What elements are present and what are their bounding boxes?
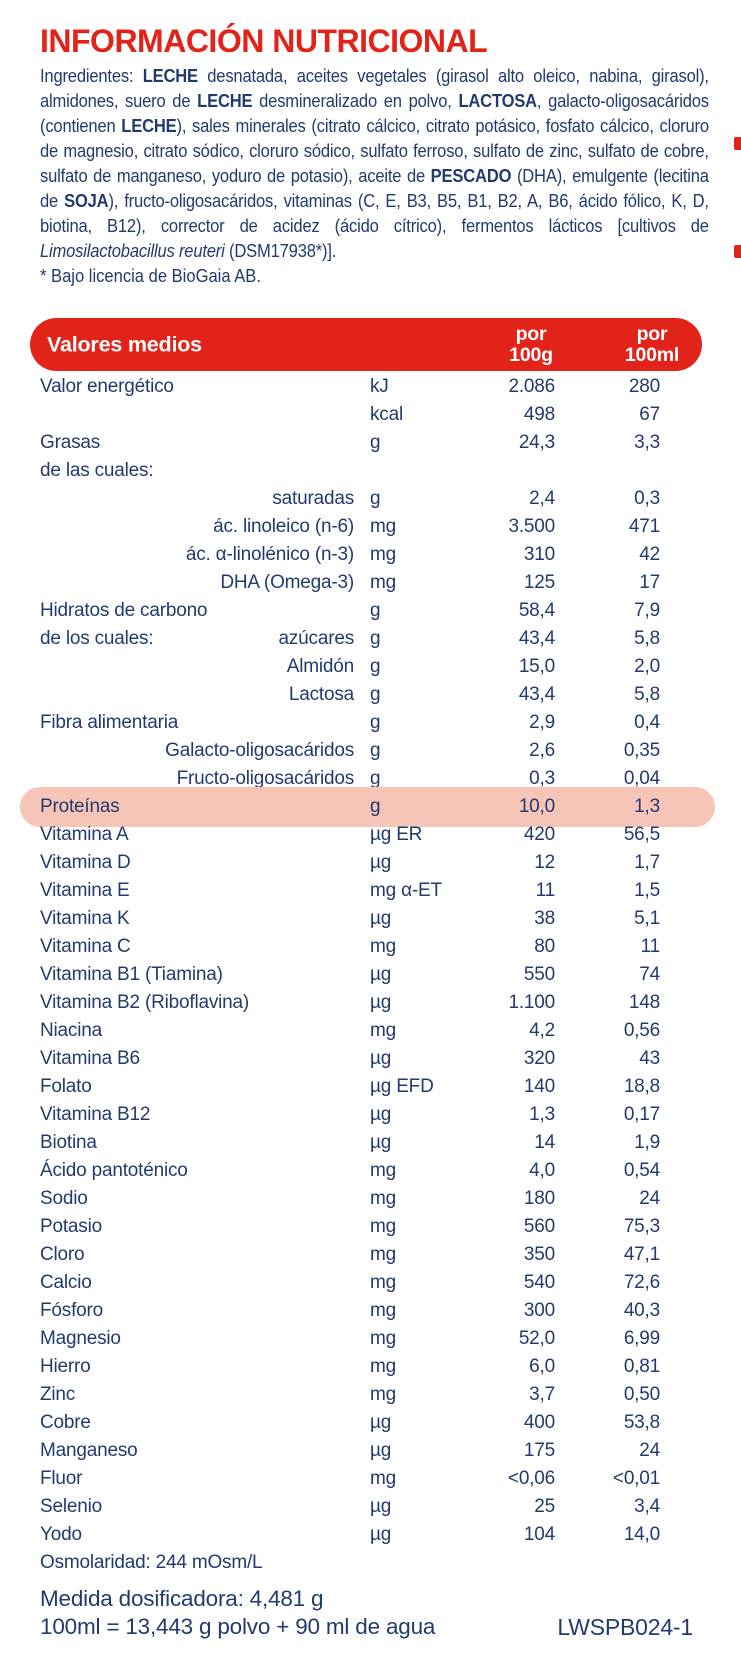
nutrient-name: Vitamina B1 (Tiamina) — [40, 964, 223, 985]
table-row — [40, 1437, 660, 1465]
ingredients-paragraph: Ingredientes: LECHE desnatada, aceites vegetales (girasol alto oleico, nabina, girasol), almidones, suero de LECHE desmineralizado en polvo, LACTOSA, galacto-oligosacáridos (contienen LECHE), sales minerales (citrato cálcico, citrato potásico, fosfato cálcico, cloruro de magnesio, citrato sódico, cloruro sódico, sulfato ferroso, sulfato de zinc, sulfato de cobre, sulfato de manganeso, yoduro de potasio), aceite de PESCADO (DHA), emulgente (lecitina de SOJA), fructo-oligosacáridos, vitaminas (C, E, B3, B5, B1, B2, A, B6, ácido fólico, K, D, biotina, B12), corrector de acidez (ácido cítrico), fermentos lácticos [cultivos de Limosilactobacillus reuteri (DSM17938*)]. — [40, 66, 709, 261]
nutrient-name: Folato — [40, 1076, 92, 1097]
table-row — [40, 1045, 660, 1073]
nutrient-unit: µg — [370, 1496, 392, 1517]
table-row — [40, 1185, 660, 1213]
nutrient-name: Fibra alimentaria — [40, 712, 179, 733]
value-per-100g: 43,4 — [518, 628, 555, 649]
value-per-100ml: 0,04 — [623, 768, 660, 789]
value-per-100g: 52,0 — [518, 1328, 555, 1349]
nutrient-unit: mg α-ET — [370, 880, 442, 901]
value-per-100g: 175 — [523, 1440, 555, 1461]
table-row — [40, 569, 660, 597]
nutrient-unit: kJ — [370, 376, 389, 397]
value-per-100g: 12 — [534, 852, 555, 873]
nutrient-unit: g — [370, 768, 381, 789]
table-row — [40, 1101, 660, 1129]
nutrient-unit: kcal — [370, 404, 403, 425]
table-row — [40, 1213, 660, 1241]
value-per-100g: 10,0 — [518, 796, 555, 817]
nutrient-unit: µg — [370, 992, 392, 1013]
table-row — [40, 877, 660, 905]
nutrient-name: Vitamina D — [40, 852, 131, 873]
footer-block — [40, 1585, 701, 1641]
table-row — [40, 653, 660, 681]
value-per-100g: 2,4 — [529, 488, 555, 509]
value-per-100ml: 67 — [639, 404, 660, 425]
nutrient-unit: g — [370, 432, 381, 453]
table-row — [40, 457, 660, 485]
nutrient-name: Potasio — [40, 1216, 102, 1237]
nutrient-unit: mg — [370, 1300, 396, 1321]
nutrient-name: Niacina — [40, 1020, 102, 1041]
value-per-100g: 125 — [523, 572, 555, 593]
table-row — [40, 849, 660, 877]
table-row-highlighted — [40, 793, 660, 821]
value-per-100g: 2.086 — [508, 376, 555, 397]
value-per-100ml: 24 — [639, 1440, 660, 1461]
table-row — [40, 1073, 660, 1101]
table-row — [40, 709, 660, 737]
table-row — [40, 625, 660, 653]
table-row — [40, 1493, 660, 1521]
nutrient-name: Fósforo — [40, 1300, 104, 1321]
print-mark — [734, 245, 741, 258]
value-per-100ml: 11 — [640, 936, 660, 957]
nutrient-name: Zinc — [40, 1384, 76, 1405]
nutrient-subname: Lactosa — [288, 684, 354, 705]
value-per-100g: 43,4 — [518, 684, 555, 705]
value-per-100ml: 24 — [639, 1188, 660, 1209]
table-row — [40, 737, 660, 765]
nutrient-unit: µg — [370, 1440, 392, 1461]
nutrient-unit: g — [370, 796, 381, 817]
nutrient-unit: g — [370, 684, 381, 705]
value-per-100ml: 0,50 — [623, 1384, 660, 1405]
value-per-100ml: 471 — [628, 516, 660, 537]
value-per-100g: 180 — [523, 1188, 555, 1209]
header-col-per-100g: por 100g — [509, 322, 553, 366]
nutrient-unit: mg — [370, 1188, 396, 1209]
dosing-scoop-line: Medida dosificadora: 4,481 g — [40, 1586, 324, 1611]
value-per-100ml: 43 — [639, 1048, 660, 1069]
table-row — [40, 905, 660, 933]
table-row — [40, 933, 660, 961]
value-per-100ml: <0,01 — [612, 1468, 660, 1489]
nutrient-unit: g — [370, 600, 381, 621]
table-row — [40, 1325, 660, 1353]
value-per-100ml: 1,9 — [634, 1132, 660, 1153]
nutrient-subname: Galacto-oligosacáridos — [165, 740, 354, 761]
value-per-100ml: 56,5 — [623, 824, 660, 845]
nutrient-unit: µg — [370, 1048, 392, 1069]
table-row — [40, 1017, 660, 1045]
header-col-per-100ml: por 100ml — [624, 322, 680, 366]
nutrient-unit: mg — [370, 544, 396, 565]
value-per-100ml: 75,3 — [623, 1216, 660, 1237]
nutrient-name: Grasas — [40, 432, 101, 453]
nutrient-unit: mg — [370, 1020, 396, 1041]
value-per-100g: 38 — [534, 908, 555, 929]
nutrient-name: Vitamina B12 — [40, 1104, 151, 1125]
value-per-100g: 15,0 — [518, 656, 555, 677]
value-per-100g: 400 — [523, 1412, 555, 1433]
product-code: LWSPB024-1 — [557, 1614, 693, 1640]
value-per-100ml: 5,8 — [634, 628, 660, 649]
table-row — [40, 597, 660, 625]
nutrient-name: Sodio — [40, 1188, 88, 1209]
nutrient-unit: g — [370, 740, 381, 761]
nutrient-subname: ác. α-linolénico (n-3) — [185, 544, 354, 565]
value-per-100ml: 0,56 — [623, 1020, 660, 1041]
value-per-100g: 498 — [523, 404, 555, 425]
nutrient-unit: g — [370, 488, 381, 509]
table-row — [40, 1157, 660, 1185]
table-row — [40, 401, 660, 429]
value-per-100ml: 0,4 — [634, 712, 660, 733]
nutrient-name: Cobre — [40, 1412, 91, 1433]
value-per-100ml: 47,1 — [623, 1244, 660, 1265]
osmolarity-line: Osmolaridad: 244 mOsm/L — [40, 1552, 263, 1573]
nutrient-unit: mg — [370, 516, 396, 537]
value-per-100g: 320 — [523, 1048, 555, 1069]
nutrient-name: Hidratos de carbono — [40, 600, 208, 621]
nutrient-unit: µg — [370, 1132, 392, 1153]
preparation-line: 100ml = 13,443 g polvo + 90 ml de agua — [40, 1614, 436, 1639]
license-note: * Bajo licencia de BioGaia AB. — [40, 266, 261, 286]
nutrient-unit: mg — [370, 1384, 396, 1405]
value-per-100ml: 0,35 — [623, 740, 660, 761]
value-per-100g: 310 — [523, 544, 555, 565]
nutrient-unit: mg — [370, 936, 396, 957]
table-row — [40, 1521, 660, 1549]
nutrient-unit: mg — [370, 1244, 396, 1265]
nutrient-unit: mg — [370, 1272, 396, 1293]
nutrient-unit: µg ER — [370, 824, 423, 845]
nutrient-name: Calcio — [40, 1272, 92, 1293]
nutrient-unit: µg EFD — [370, 1076, 434, 1097]
table-row — [40, 821, 660, 849]
value-per-100g: 58,4 — [518, 600, 555, 621]
value-per-100ml: 1,5 — [634, 880, 660, 901]
value-per-100g: 3,7 — [529, 1384, 555, 1405]
nutrient-name: Biotina — [40, 1132, 97, 1153]
value-per-100ml: 5,8 — [634, 684, 660, 705]
nutrient-unit: mg — [370, 1160, 396, 1181]
nutrient-unit: g — [370, 628, 381, 649]
nutrient-name: Valor energético — [40, 376, 174, 397]
nutrient-name: Selenio — [40, 1496, 102, 1517]
nutrient-name: Vitamina A — [40, 824, 129, 845]
nutrient-unit: µg — [370, 1524, 392, 1545]
nutrient-name: Proteínas — [40, 796, 120, 817]
nutrient-name: Hierro — [40, 1356, 91, 1377]
nutrient-name: Cloro — [40, 1244, 85, 1265]
value-per-100ml: 148 — [628, 992, 660, 1013]
page-title: INFORMACIÓN NUTRICIONAL — [40, 23, 488, 59]
table-header-bar — [30, 318, 702, 371]
nutrient-unit: µg — [370, 1104, 392, 1125]
nutrient-name: de los cuales: — [40, 628, 154, 649]
value-per-100ml: 0,81 — [623, 1356, 660, 1377]
table-row — [40, 1381, 660, 1409]
value-per-100g: 14 — [534, 1132, 555, 1153]
table-row — [40, 989, 660, 1017]
value-per-100ml: 7,9 — [634, 600, 660, 621]
nutrient-subname: Almidón — [286, 656, 354, 677]
value-per-100g: 3.500 — [508, 516, 555, 537]
ingredients-block — [40, 64, 709, 289]
value-per-100g: 550 — [523, 964, 555, 985]
nutrient-name: Yodo — [40, 1524, 82, 1545]
value-per-100g: 24,3 — [518, 432, 555, 453]
value-per-100ml: 53,8 — [623, 1412, 660, 1433]
value-per-100g: 2,9 — [529, 712, 555, 733]
nutrient-unit: µg — [370, 964, 392, 985]
nutrient-name: Vitamina B2 (Riboflavina) — [40, 992, 250, 1013]
print-mark — [734, 137, 741, 150]
nutrient-name: Vitamina B6 — [40, 1048, 140, 1069]
value-per-100ml: 72,6 — [623, 1272, 660, 1293]
value-per-100ml: 0,3 — [634, 488, 660, 509]
table-row — [40, 429, 660, 457]
table-row — [40, 1465, 660, 1493]
nutrient-subname: saturadas — [272, 488, 354, 509]
table-row — [40, 1269, 660, 1297]
value-per-100ml: 0,54 — [623, 1160, 660, 1181]
table-row — [40, 1241, 660, 1269]
nutrient-unit: mg — [370, 1328, 396, 1349]
header-values-label: Valores medios — [47, 332, 202, 356]
value-per-100ml: 280 — [628, 376, 660, 397]
nutrient-unit: g — [370, 712, 381, 733]
nutrient-subname: Fructo-oligosacáridos — [176, 768, 354, 789]
value-per-100ml: 42 — [639, 544, 660, 565]
nutrient-name: Vitamina K — [40, 908, 130, 929]
value-per-100ml: 14,0 — [623, 1524, 660, 1545]
nutrient-unit: g — [370, 656, 381, 677]
nutrient-unit: mg — [370, 1356, 396, 1377]
nutrient-rows — [40, 373, 660, 1549]
nutrient-unit: mg — [370, 1216, 396, 1237]
table-row — [40, 1129, 660, 1157]
value-per-100g: 540 — [523, 1272, 555, 1293]
value-per-100g: 11 — [535, 880, 555, 901]
table-row — [40, 1297, 660, 1325]
table-row — [40, 541, 660, 569]
preparation-line-wrap — [40, 1613, 701, 1641]
value-per-100g: 0,3 — [529, 768, 555, 789]
nutrient-unit: mg — [370, 572, 396, 593]
value-per-100ml: 2,0 — [634, 656, 660, 677]
value-per-100ml: 40,3 — [623, 1300, 660, 1321]
value-per-100ml: 1,7 — [634, 852, 660, 873]
value-per-100ml: 1,3 — [634, 796, 660, 817]
value-per-100ml: 18,8 — [623, 1076, 660, 1097]
nutrient-name: Vitamina E — [40, 880, 130, 901]
nutrient-unit: µg — [370, 908, 392, 929]
value-per-100g: 2,6 — [529, 740, 555, 761]
nutrient-unit: µg — [370, 852, 392, 873]
value-per-100g: 420 — [523, 824, 555, 845]
value-per-100g: 4,2 — [529, 1020, 555, 1041]
value-per-100ml: 74 — [639, 964, 660, 985]
value-per-100g: 4,0 — [529, 1160, 555, 1181]
value-per-100g: 6,0 — [529, 1356, 555, 1377]
table-row — [40, 961, 660, 989]
value-per-100g: 25 — [534, 1496, 555, 1517]
nutrient-name: Manganeso — [40, 1440, 138, 1461]
value-per-100g: 300 — [523, 1300, 555, 1321]
value-per-100g: 104 — [523, 1524, 555, 1545]
nutrition-table-section — [0, 318, 741, 1641]
value-per-100ml: 0,17 — [623, 1104, 660, 1125]
nutrient-name: Fluor — [40, 1468, 83, 1489]
value-per-100ml: 3,4 — [634, 1496, 660, 1517]
nutrient-subname: DHA (Omega-3) — [220, 572, 354, 593]
nutrient-name: Vitamina C — [40, 936, 131, 957]
value-per-100g: 140 — [523, 1076, 555, 1097]
table-row — [40, 485, 660, 513]
nutrient-unit: µg — [370, 1412, 392, 1433]
value-per-100ml: 6,99 — [623, 1328, 660, 1349]
nutrient-name: Ácido pantoténico — [40, 1160, 188, 1181]
nutrient-name: Magnesio — [40, 1328, 121, 1349]
value-per-100g: 350 — [523, 1244, 555, 1265]
value-per-100g: <0,06 — [507, 1468, 555, 1489]
nutrient-subname: azúcares — [278, 628, 354, 649]
value-per-100ml: 3,3 — [634, 432, 660, 453]
value-per-100ml: 17 — [639, 572, 660, 593]
table-row — [40, 1353, 660, 1381]
table-row — [40, 513, 660, 541]
nutrient-name: de las cuales: — [40, 460, 154, 481]
value-per-100ml: 5,1 — [634, 908, 660, 929]
value-per-100g: 80 — [534, 936, 555, 957]
value-per-100g: 1,3 — [529, 1104, 555, 1125]
value-per-100g: 560 — [523, 1216, 555, 1237]
table-row — [40, 681, 660, 709]
table-row — [40, 1409, 660, 1437]
table-row — [40, 373, 660, 401]
nutrient-unit: mg — [370, 1468, 396, 1489]
value-per-100g: 1.100 — [508, 992, 555, 1013]
nutrient-subname: ác. linoleico (n-6) — [213, 516, 354, 537]
